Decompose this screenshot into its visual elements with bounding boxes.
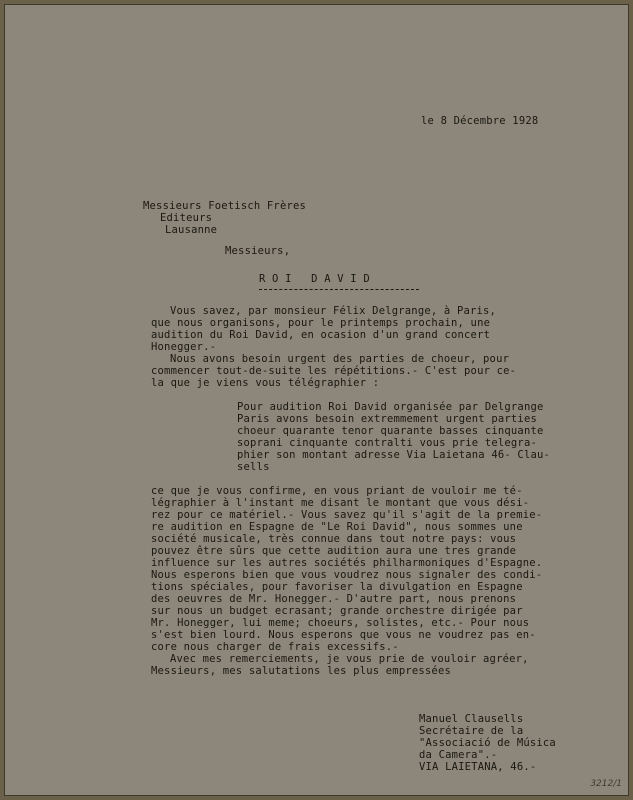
body-line: Nous avons besoin urgent des parties de choeur, pour (170, 353, 510, 365)
telegram-line: sells (237, 461, 270, 473)
body-line: pouvez être sûrs que cette audition aura une tres grande (151, 545, 517, 557)
signature-line: Manuel Clausells (419, 713, 524, 725)
body-line: Mr. Honegger, lui meme; choeurs, solistes, etc.- Pour nous (151, 617, 530, 629)
archive-mark: 3212/1 (590, 779, 622, 789)
telegram-line: choeur quarante tenor quarante basses cinquante (237, 425, 544, 437)
signature-line: VIA LAIETANA, 46.- (419, 761, 537, 773)
body-line: re audition en Espagne de "Le Roi David", nous sommes une (151, 521, 523, 533)
body-line: rez pour ce matériel.- Vous savez qu'il s'agit de la premie- (151, 509, 543, 521)
body-line: Honegger.- (151, 341, 217, 353)
body-line: sur nous un budget ecrasant; grande orchestre dirigée par (151, 605, 523, 617)
telegram-line: soprani cinquante contralti vous prie telegra- (237, 437, 537, 449)
telegram-line: Paris avons besoin extremmement urgent parties (237, 413, 537, 425)
recipient-line: Editeurs (160, 212, 213, 224)
body-line: des oeuvres de Mr. Honegger.- D'autre part, nous prenons (151, 593, 517, 605)
recipient-line: Messieurs Foetisch Frères (143, 200, 307, 212)
signature-line: Secrétaire de la (419, 725, 524, 737)
title-underline (259, 289, 419, 290)
letter-sheet (4, 4, 629, 796)
body-line: Vous savez, par monsieur Félix Delgrange, à Paris, (170, 305, 497, 317)
body-line: core nous charger de frais excessifs.- (151, 641, 399, 653)
recipient-line: Lausanne (165, 224, 218, 236)
body-line: commencer tout-de-suite les répétitions.- C'est pour ce- (151, 365, 517, 377)
signature-line: da Camera".- (419, 749, 498, 761)
telegram-line: phier son montant adresse Via Laietana 46- Clau- (237, 449, 551, 461)
letter-date: le 8 Décembre 1928 (421, 115, 539, 127)
body-line: légraphier à l'instant me disant le montant que vous dési- (151, 497, 530, 509)
body-line: Messieurs, mes salutations les plus empressées (151, 665, 451, 677)
letter-title: R O I D A V I D (259, 273, 370, 285)
signature-line: "Associació de Música (419, 737, 556, 749)
body-line: la que je viens vous télégraphier : (151, 377, 380, 389)
body-line: audition du Roi David, en ocasion d'un grand concert (151, 329, 491, 341)
body-line: influence sur les autres sociétés philharmoniques d'Espagne. (151, 557, 543, 569)
body-line: Avec mes remerciements, je vous prie de vouloir agréer, (170, 653, 529, 665)
body-line: tions spéciales, pour favoriser la divulgation en Espagne (151, 581, 523, 593)
body-line: Nous esperons bien que vous voudrez nous signaler des condi- (151, 569, 543, 581)
body-line: ce que je vous confirme, en vous priant de vouloir me té- (151, 485, 523, 497)
body-line: que nous organisons, pour le printemps prochain, une (151, 317, 491, 329)
telegram-line: Pour audition Roi David organisée par Delgrange (237, 401, 544, 413)
salutation: Messieurs, (225, 245, 291, 257)
body-line: société musicale, très connue dans tout notre pays: vous (151, 533, 517, 545)
body-line: s'est bien lourd. Nous esperons que vous ne voudrez pas en- (151, 629, 536, 641)
